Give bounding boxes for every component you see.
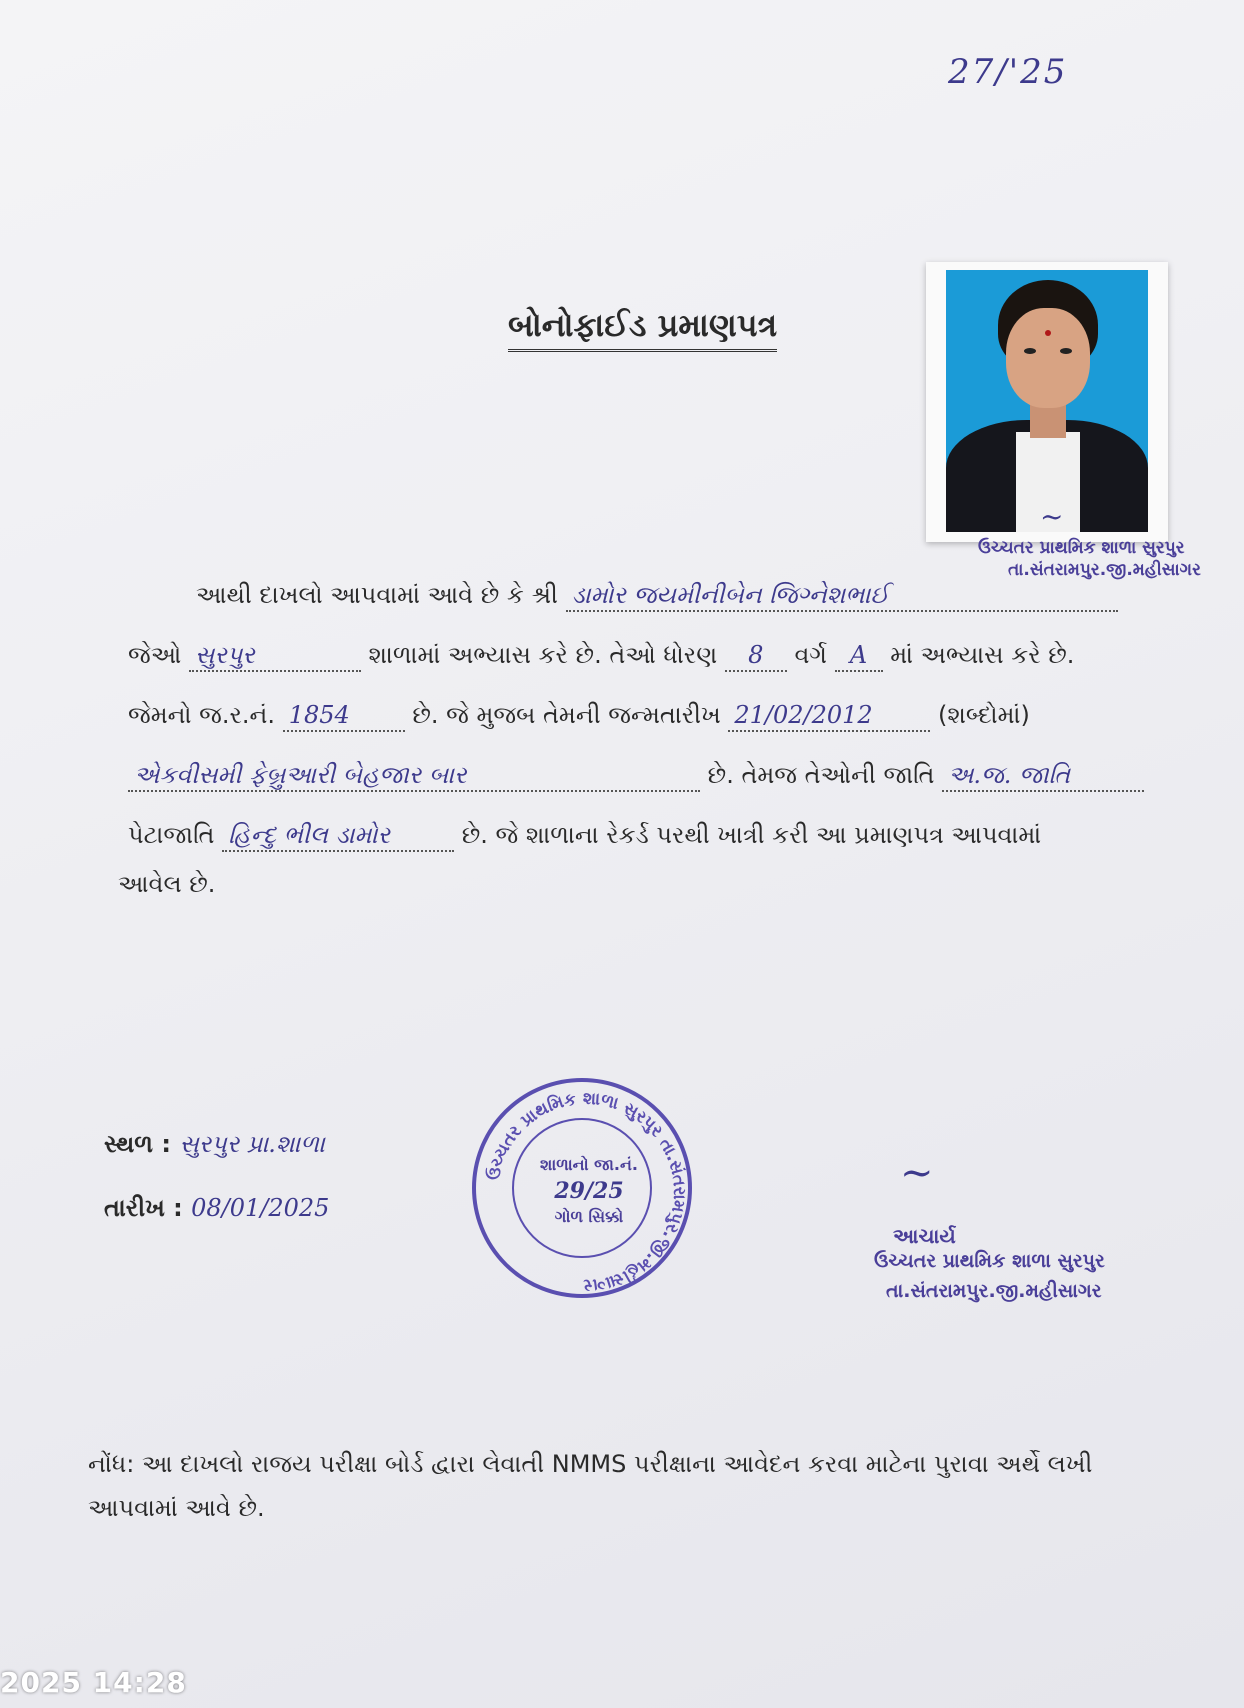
footnote (88, 1442, 1128, 1530)
standard: 8 (725, 640, 787, 672)
body-line-4 (128, 760, 1144, 792)
school-name: સુરપુર (189, 640, 361, 672)
birth-date: 21/02/2012 (728, 700, 930, 732)
seal-center (524, 1152, 654, 1230)
line1-prefix: આથી દાખલો આપવામાં આવે છે કે શ્રી (196, 581, 558, 609)
division: A (835, 640, 883, 672)
line3-prefix: જેમનો જ.ર.નં. (128, 701, 276, 729)
line3-suffix: (શબ્દોમાં) (938, 701, 1030, 729)
principal-signature: ~ (900, 1150, 934, 1196)
line5-suffix: છે. જે શાળાના રેકર્ડ પરથી ખાત્રી કરી આ પ્રમાણપત્ર આપવામાં (461, 821, 1042, 849)
certificate-title: બોનોફાઈડ પ્રમાણપત્ર (508, 306, 777, 352)
body-line-3 (128, 700, 1030, 732)
date-row (104, 1194, 329, 1222)
photo-signature: ~ (1040, 500, 1064, 533)
student-name: ડામોર જયમીનીબેન જિગ્નેશભાઈ (566, 580, 1118, 612)
note-line-1: નોંધ: આ દાખલો રાજય પરીક્ષા બોર્ડ દ્વારા લેવાતી NMMS પરીક્ષાના આવેદન કરવા માટેના પુરાવા અર્થે લખી (88, 1450, 1093, 1478)
date-value: 08/01/2025 (191, 1194, 330, 1222)
register-number: 1854 (283, 700, 405, 732)
line2-suffix: માં અભ્યાસ કરે છે. (890, 641, 1075, 669)
photo-stamp-taluka: તા.સંતરામપુર.જી.મહીસાગર (1008, 560, 1201, 580)
line3-mid: છે. જે મુજબ તેમની જન્મતારીખ (412, 701, 721, 729)
seal-line-1: શાળાનો જા.નં. (540, 1155, 638, 1174)
camera-timestamp: 2025 14:28 (0, 1666, 187, 1699)
line4-mid: છે. તેમજ તેઓની જાતિ (707, 761, 935, 789)
line2-mid: શાળામાં અભ્યાસ કરે છે. તેઓ ધોરણ (368, 641, 718, 669)
caste: અ.જ. જાતિ (942, 760, 1144, 792)
note-line-2: આપવામાં આવે છે. (88, 1494, 265, 1522)
body-line-1 (196, 580, 1118, 612)
sub-caste: હિન્દુ ભીલ ડામોર (222, 820, 454, 852)
birth-date-words: એકવીસમી ફેબ્રુઆરી બેહજાર બાર (128, 760, 700, 792)
seal-line-2: 29/25 (554, 1178, 624, 1204)
photo-stamp-school: ઉચ્ચતર પ્રાથમિક શાળા સુરપુર (978, 538, 1185, 558)
line5-prefix: પેટાજાતિ (128, 821, 215, 849)
reference-number: 27/'25 (948, 52, 1068, 92)
principal-title: આચાર્ય (893, 1224, 956, 1248)
school-round-seal (472, 1078, 692, 1298)
place-value: સુરપુર પ્રા.શાળા (179, 1130, 325, 1158)
seal-line-3: ગોળ સિક્કો (554, 1207, 624, 1226)
principal-school: ઉચ્ચતર પ્રાથમિક શાળા સુરપુર (874, 1250, 1105, 1272)
date-label: તારીખ : (104, 1194, 183, 1222)
place-row (104, 1130, 325, 1158)
body-line-6: આવેલ છે. (118, 870, 216, 898)
seal-outer-text: ઉચ્ચતર પ્રાથમિક શાળા સુરપુર તા.સંતરામપુર.જી.મહીસાગર (483, 1088, 690, 1296)
place-label: સ્થળ : (104, 1130, 171, 1158)
body-line-2 (128, 640, 1074, 672)
line2-prefix: જેઓ (128, 641, 182, 669)
line2-mid2: વર્ગ (794, 641, 827, 669)
principal-taluka: તા.સંતરામપુર.જી.મહીસાગર (886, 1280, 1102, 1302)
body-line-5 (128, 820, 1041, 852)
